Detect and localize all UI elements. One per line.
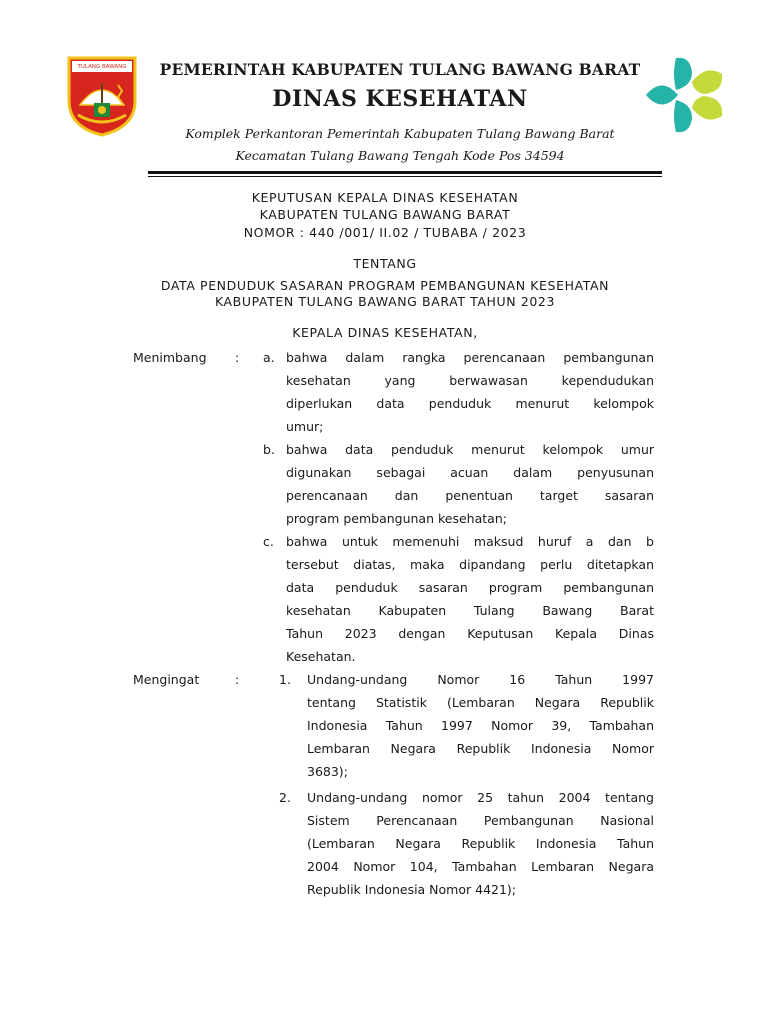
recalling-item-line: Republik Indonesia Nomor 4421); [307, 882, 517, 897]
decree-about-label: TENTANG [353, 256, 417, 271]
considering-label: Menimbang [133, 350, 207, 365]
recalling-item-line: Sistem Perencanaan Pembangunan Nasional [307, 813, 654, 828]
considering-item-line: digunakan sebagai acuan dalam penyusunan [286, 465, 654, 480]
considering-item-line: tersebut diatas, maka dipandang perlu ditetapkan [286, 557, 654, 572]
recalling-item-line: Lembaran Negara Republik Indonesia Nomor [307, 741, 654, 756]
considering-item-line: program pembangunan kesehatan; [286, 511, 507, 526]
letterhead-divider-thin [148, 176, 662, 177]
decree-issuer: KEPALA DINAS KESEHATAN, [292, 325, 478, 340]
recalling-item-line: 2004 Nomor 104, Tambahan Lembaran Negara [307, 859, 654, 874]
recalling-item-line: (Lembaran Negara Republik Indonesia Tahun [307, 836, 654, 851]
considering-item-line: bahwa data penduduk menurut kelompok umur [286, 442, 654, 457]
considering-item-line: kesehatan yang berwawasan kependudukan [286, 373, 654, 388]
recalling-item-line: tentang Statistik (Lembaran Negara Republik [307, 695, 654, 710]
letterhead-address-line1: Komplek Perkantoran Pemerintah Kabupaten Tulang Bawang Barat [185, 126, 615, 141]
recalling-item-line: Indonesia Tahun 1997 Nomor 39, Tambahan [307, 718, 654, 733]
considering-item-line: Tahun 2023 dengan Keputusan Kepala Dinas [286, 626, 654, 641]
decree-number: NOMOR : 440 /001/ II.02 / TUBABA / 2023 [243, 225, 527, 240]
considering-colon: : [235, 350, 240, 365]
left-logo-caption: TULANG BAWANG BARAT [77, 64, 127, 80]
letterhead-divider-thick [148, 171, 662, 174]
decree-subject-line1: DATA PENDUDUK SASARAN PROGRAM PEMBANGUNAN KESEHATAN [160, 278, 610, 293]
recalling-item-marker: 1. [279, 672, 291, 687]
recalling-item-line: Undang-undang Nomor 16 Tahun 1997 [307, 672, 654, 687]
considering-item-line: perencanaan dan penentuan target sasaran [286, 488, 654, 503]
considering-item-marker: a. [263, 350, 275, 365]
considering-item-line: bahwa untuk memenuhi maksud huruf a dan b [286, 534, 654, 549]
recalling-item-line: 3683); [307, 764, 348, 779]
letterhead-address-line2: Kecamatan Tulang Bawang Tengah Kode Pos 34594 [235, 148, 565, 163]
considering-item-line: Kesehatan. [286, 649, 356, 664]
letterhead-agency: DINAS KESEHATAN [272, 86, 528, 112]
considering-item-line: data penduduk sasaran program pembangunan [286, 580, 654, 595]
recalling-label: Mengingat [133, 672, 200, 687]
decree-title-line1: KEPUTUSAN KEPALA DINAS KESEHATAN [251, 190, 519, 205]
decree-title-line2: KABUPATEN TULANG BAWANG BARAT [259, 207, 511, 222]
considering-item-line: bahwa dalam rangka perencanaan pembangunan [286, 350, 654, 365]
recalling-item-line: Undang-undang nomor 25 tahun 2004 tentang [307, 790, 654, 805]
considering-item-marker: c. [263, 534, 274, 549]
recalling-colon: : [235, 672, 240, 687]
recalling-item-marker: 2. [279, 790, 291, 805]
considering-item-line: diperlukan data penduduk menurut kelompok [286, 396, 654, 411]
considering-item-line: kesehatan Kabupaten Tulang Bawang Barat [286, 603, 654, 618]
considering-item-line: umur; [286, 419, 324, 434]
considering-item-marker: b. [263, 442, 275, 457]
decree-subject-line2: KABUPATEN TULANG BAWANG BARAT TAHUN 2023 [214, 294, 556, 309]
letterhead-government: PEMERINTAH KABUPATEN TULANG BAWANG BARAT [159, 60, 641, 79]
